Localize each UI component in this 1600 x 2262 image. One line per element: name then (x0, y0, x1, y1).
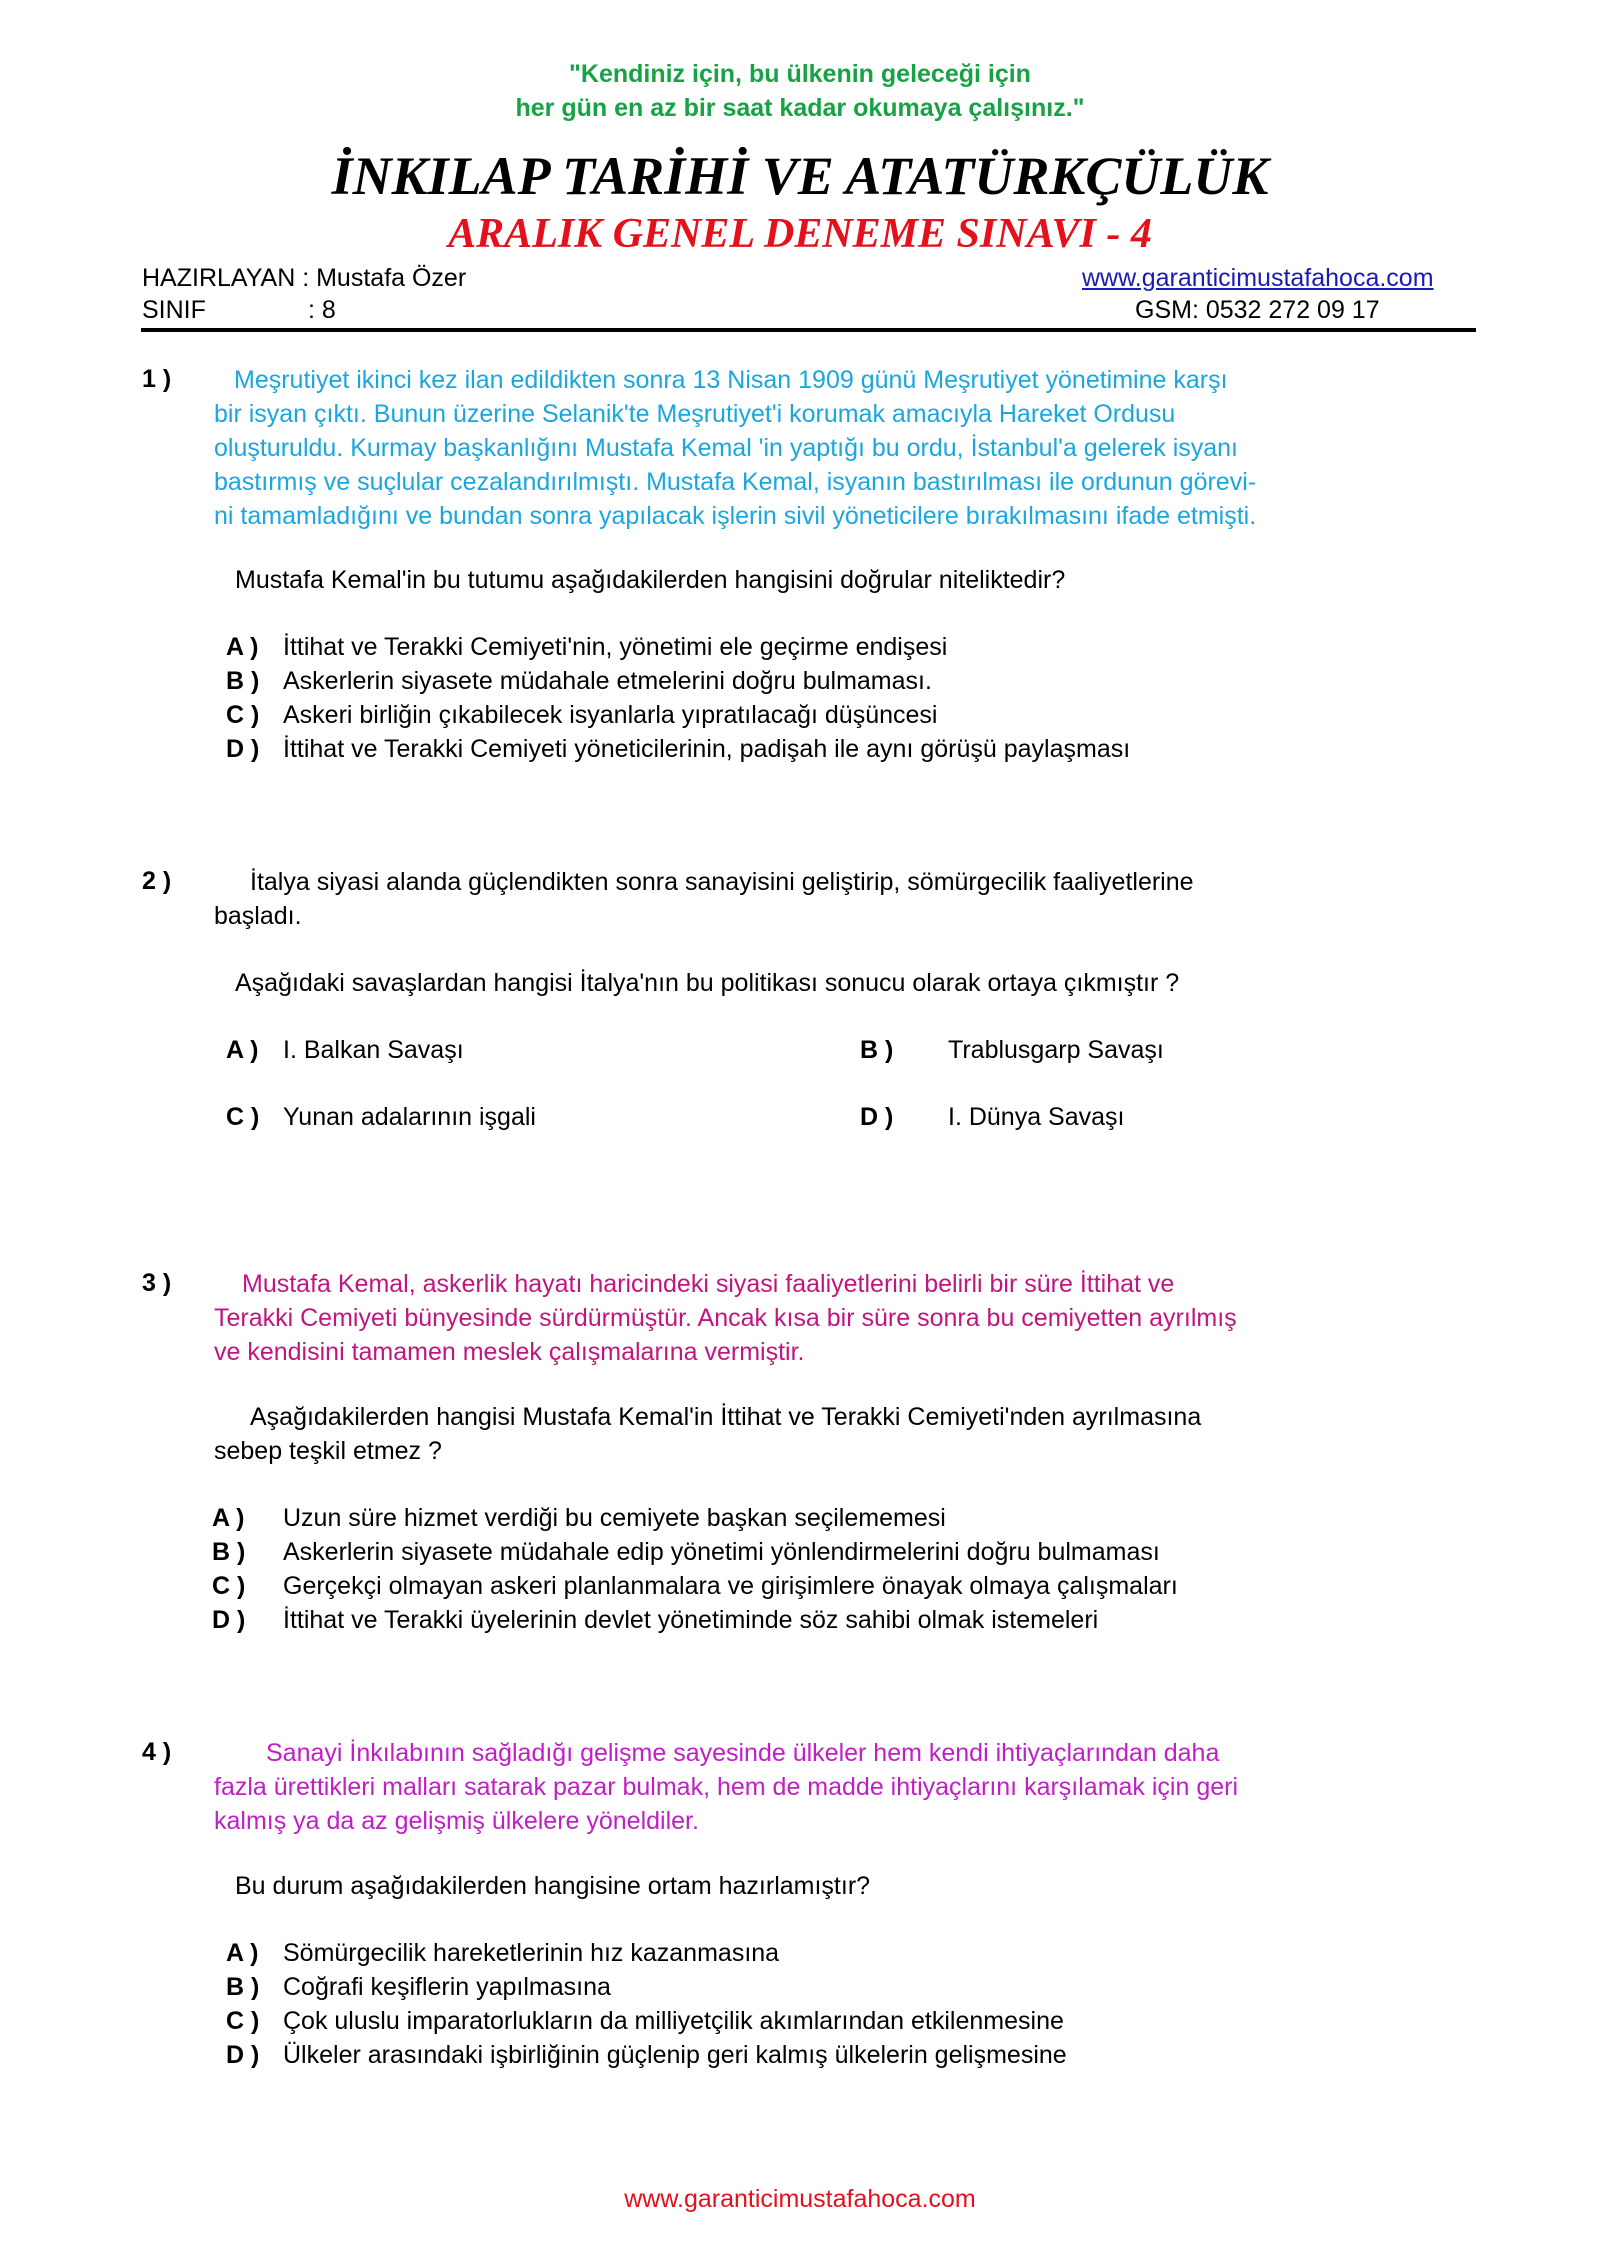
question-4-line: kalmış ya da az gelişmiş ülkelere yöneldiler. (214, 1807, 699, 1835)
prepared-by: HAZIRLAYAN : Mustafa Özer (142, 264, 467, 292)
question-4-line: fazla ürettikleri malları satarak pazar bulmak, hem de madde ihtiyaçlarını karşılamak için geri (214, 1773, 1239, 1801)
option-label: A ) (226, 633, 259, 661)
option-c[interactable] (226, 698, 1130, 732)
page-title: İNKILAP TARİHİ VE ATATÜRKÇÜLÜK (331, 146, 1269, 206)
question-3-line: Mustafa Kemal, askerlik hayatı haricindeki siyasi faaliyetlerini belirli bir süre İttihat ve (242, 1270, 1175, 1298)
question-3-options (212, 1501, 1178, 1637)
question-3-stem-line: sebep teşkil etmez ? (214, 1437, 442, 1465)
question-4-line: Sanayi İnkılabının sağladığı gelişme sayesinde ülkeler hem kendi ihtiyaçlarından daha (266, 1739, 1220, 1767)
option-d[interactable] (860, 1100, 1124, 1134)
option-c[interactable] (226, 1100, 536, 1134)
question-3-paragraph (214, 1267, 1237, 1369)
question-3-stem-line: Aşağıdakilerden hangisi Mustafa Kemal'in İttihat ve Terakki Cemiyeti'nden ayrılmasına (250, 1403, 1202, 1431)
option-label: B ) (226, 667, 260, 695)
option-b[interactable] (212, 1535, 1178, 1569)
question-4-stem: Bu durum aşağıdakilerden hangisine ortam hazırlamıştır? (235, 1872, 871, 1900)
question-1-stem: Mustafa Kemal'in bu tutumu aşağıdakilerden hangisini doğrular niteliktedir? (235, 566, 1066, 594)
option-label: A ) (226, 1036, 259, 1064)
option-label: A ) (212, 1504, 245, 1532)
option-text: Askeri birliğin çıkabilecek isyanlarla yıpratılacağı düşüncesi (283, 701, 938, 729)
question-1-line: ni tamamladığını ve bundan sonra yapılacak işlerin sivil yöneticilere bırakılmasını ifade etmişti. (214, 502, 1257, 530)
question-2-line: başladı. (214, 902, 302, 930)
question-2-number: 2 ) (142, 867, 172, 895)
option-a[interactable] (226, 1936, 1067, 1970)
option-label: C ) (226, 701, 260, 729)
option-b[interactable] (860, 1033, 1164, 1067)
option-text: Askerlerin siyasete müdahale etmelerini doğru bulmaması. (283, 667, 932, 695)
option-label: D ) (226, 2041, 260, 2069)
question-1-options (226, 630, 1130, 766)
question-3-line: ve kendisini tamamen meslek çalışmalarına vermiştir. (214, 1338, 805, 1366)
option-text: Uzun süre hizmet verdiği bu cemiyete başkan seçilememesi (283, 1504, 946, 1532)
question-4-options (226, 1936, 1067, 2072)
option-a[interactable] (226, 630, 1130, 664)
option-label: B ) (212, 1538, 246, 1566)
option-c[interactable] (212, 1569, 1178, 1603)
option-d[interactable] (212, 1603, 1178, 1637)
option-text: Yunan adalarının işgali (283, 1103, 536, 1131)
question-2-stem: Aşağıdaki savaşlardan hangisi İtalya'nın bu politikası sonucu olarak ortaya çıkmıştır ? (235, 969, 1180, 997)
option-d[interactable] (226, 2038, 1067, 2072)
option-text: Gerçekçi olmayan askeri planlanmalara ve girişimlere önayak olmaya çalışmaları (283, 1572, 1178, 1600)
option-a[interactable] (212, 1501, 1178, 1535)
question-3-stem (214, 1400, 1201, 1468)
option-text: I. Dünya Savaşı (948, 1103, 1125, 1131)
question-1-line: oluşturuldu. Kurmay başkanlığını Mustafa Kemal 'in yaptığı bu ordu, İstanbul'a gelerek isyanı (214, 434, 1238, 462)
option-b[interactable] (226, 664, 1130, 698)
question-4-number: 4 ) (142, 1738, 172, 1766)
question-1-number: 1 ) (142, 365, 172, 393)
option-label: C ) (212, 1572, 246, 1600)
option-a[interactable] (226, 1033, 464, 1067)
question-2-line: İtalya siyasi alanda güçlendikten sonra sanayisini geliştirip, sömürgecilik faaliyetlerine (250, 868, 1194, 896)
motto-line-1: "Kendiniz için, bu ülkenin geleceği için (569, 60, 1031, 88)
option-text: İttihat ve Terakki üyelerinin devlet yönetiminde söz sahibi olmak istemeleri (283, 1606, 1099, 1634)
footer-website[interactable]: www.garanticimustafahoca.com (624, 2185, 976, 2213)
option-text: Ülkeler arasındaki işbirliğinin güçlenip geri kalmış ülkelerin gelişmesine (283, 2041, 1067, 2069)
option-label: D ) (226, 735, 260, 763)
option-c[interactable] (226, 2004, 1067, 2038)
option-text: Çok uluslu imparatorlukların da milliyetçilik akımlarından etkilenmesine (283, 2007, 1064, 2035)
motto-line-2: her gün en az bir saat kadar okumaya çalışınız." (515, 94, 1085, 122)
question-3-number: 3 ) (142, 1269, 172, 1297)
option-text: İttihat ve Terakki Cemiyeti'nin, yönetimi ele geçirme endişesi (283, 633, 948, 661)
question-1-paragraph (214, 363, 1256, 533)
option-text: I. Balkan Savaşı (283, 1036, 464, 1064)
header-website-link[interactable]: www.garanticimustafahoca.com (1082, 264, 1434, 292)
option-text: İttihat ve Terakki Cemiyeti yöneticilerinin, padişah ile aynı görüşü paylaşması (283, 735, 1131, 763)
option-label: C ) (226, 1103, 260, 1131)
question-2-paragraph (214, 865, 1194, 933)
question-1-line: Meşrutiyet ikinci kez ilan edildikten sonra 13 Nisan 1909 günü Meşrutiyet yönetimine karşı (234, 366, 1228, 394)
option-text: Coğrafi keşiflerin yapılmasına (283, 1973, 611, 2001)
option-label: B ) (226, 1973, 260, 2001)
option-label: B ) (860, 1036, 894, 1064)
option-label: A ) (226, 1939, 259, 1967)
question-1-line: bir isyan çıktı. Bunun üzerine Selanik'te Meşrutiyet'i korumak amacıyla Hareket Ordusu (214, 400, 1176, 428)
exam-subtitle: ARALIK GENEL DENEME SINAVI - 4 (448, 211, 1152, 257)
option-d[interactable] (226, 732, 1130, 766)
option-text: Askerlerin siyasete müdahale edip yönetimi yönlendirmelerini doğru bulmaması (283, 1538, 1160, 1566)
header-divider (141, 328, 1476, 332)
option-label: D ) (860, 1103, 894, 1131)
option-text: Sömürgecilik hareketlerinin hız kazanmasına (283, 1939, 780, 1967)
question-3-line: Terakki Cemiyeti bünyesinde sürdürmüştür. Ancak kısa bir süre sonra bu cemiyetten ayrılmış (214, 1304, 1237, 1332)
class-value: : 8 (308, 296, 336, 324)
class-label: SINIF (142, 296, 206, 324)
gsm-number: GSM: 0532 272 09 17 (1135, 296, 1380, 324)
question-4-paragraph (214, 1736, 1238, 1838)
option-text: Trablusgarp Savaşı (948, 1036, 1164, 1064)
question-1-line: bastırmış ve suçlular cezalandırılmıştı. Mustafa Kemal, isyanın bastırılması ile ordunun görevi- (214, 468, 1257, 496)
option-label: C ) (226, 2007, 260, 2035)
option-b[interactable] (226, 1970, 1067, 2004)
option-label: D ) (212, 1606, 246, 1634)
